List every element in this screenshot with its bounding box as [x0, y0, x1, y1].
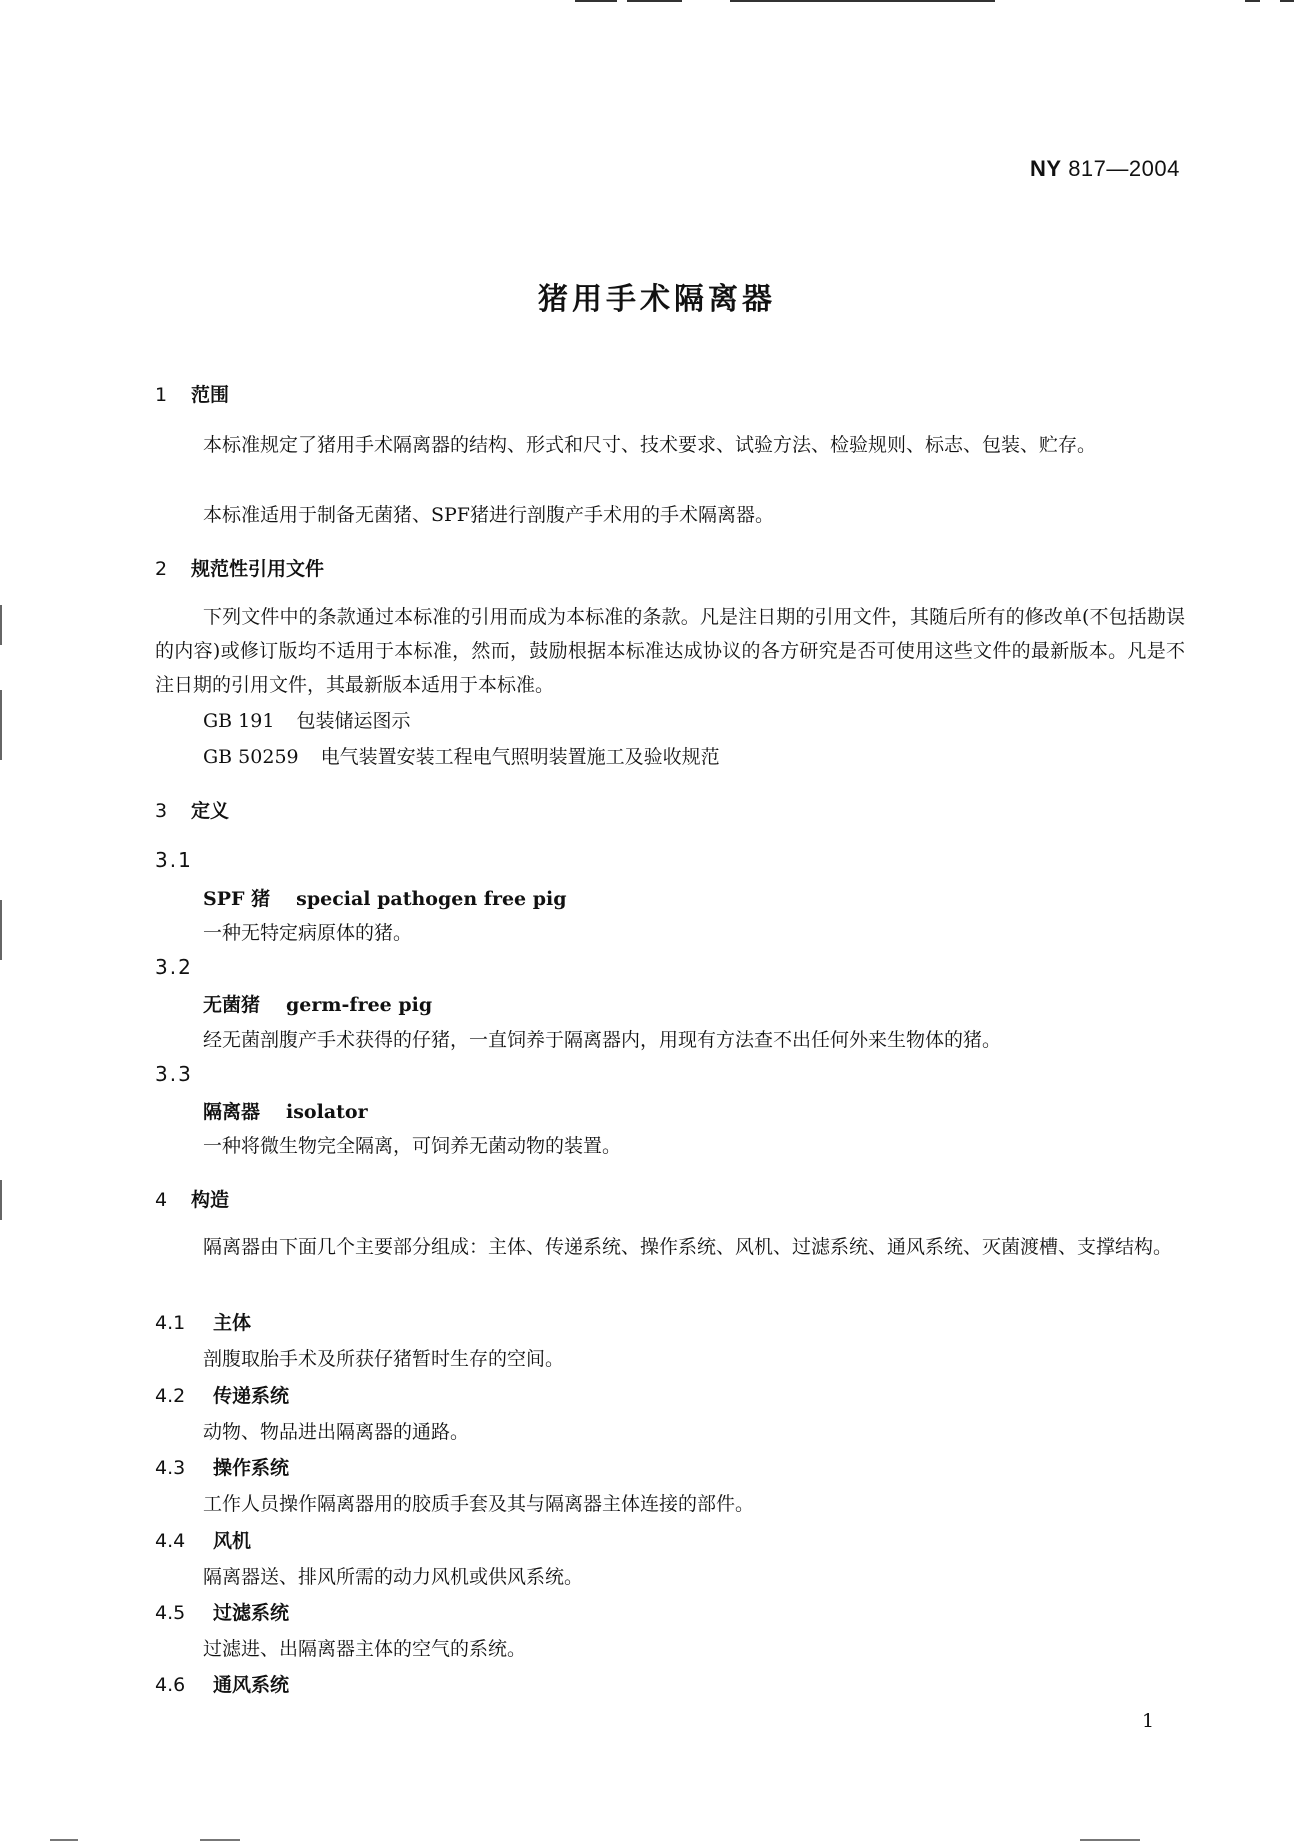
- section-2-paragraph-1: 下列文件中的条款通过本标准的引用而成为本标准的条款。凡是注日期的引用文件，其随后所有的修改单(不包括勘误的内容)或修订版均不适用于本标准，然而，鼓励根据本标准达成协议的各方研究是否可使用这些文件的最新版本。凡是不注日期的引用文件，其最新版本适用于本标准。: [155, 606, 1185, 696]
- section-3-heading: 3 定义: [155, 800, 230, 822]
- scan-mark-top: [730, 0, 995, 2]
- standard-code-number: 817—2004: [1068, 156, 1180, 181]
- definition-term: 隔离器 isolator: [203, 1101, 368, 1123]
- definition-text: 一种无特定病原体的猪。: [203, 922, 413, 944]
- scan-mark-left: [0, 605, 2, 645]
- subsection-heading: 4.1 主体: [155, 1312, 252, 1334]
- scan-mark-top: [1245, 0, 1260, 2]
- subsection-heading: 4.5 过滤系统: [155, 1602, 290, 1624]
- section-2-heading: 2 规范性引用文件: [155, 558, 325, 580]
- subsection-heading: 4.2 传递系统: [155, 1385, 290, 1407]
- section-1-paragraph-2: 本标准适用于制备无菌猪、SPF猪进行剖腹产手术用的手术隔离器。: [203, 504, 774, 526]
- normative-reference: GB 50259 电气装置安装工程电气照明装置施工及验收规范: [203, 746, 720, 768]
- definition-text: 一种将微生物完全隔离，可饲养无菌动物的装置。: [203, 1135, 622, 1157]
- subsection-text: 工作人员操作隔离器用的胶质手套及其与隔离器主体连接的部件。: [203, 1493, 755, 1515]
- definition-number: 3.3: [155, 1062, 193, 1086]
- scan-mark-top: [575, 0, 617, 2]
- standard-code-prefix: NY: [1030, 156, 1062, 181]
- section-1-heading: 1 范围: [155, 384, 230, 406]
- scan-mark-left: [0, 900, 2, 960]
- definition-text: 经无菌剖腹产手术获得的仔猪，一直饲养于隔离器内，用现有方法查不出任何外来生物体的猪。: [203, 1029, 1002, 1051]
- section-4-paragraph-1: 隔离器由下面几个主要部分组成：主体、传递系统、操作系统、风机、过滤系统、通风系统、灭菌渡槽、支撑结构。: [203, 1236, 1173, 1258]
- scan-mark-left: [0, 690, 2, 760]
- page-number: 1: [1142, 1710, 1155, 1732]
- scan-mark-bottom: [50, 1839, 78, 1841]
- subsection-heading: 4.6 通风系统: [155, 1674, 290, 1696]
- definition-number: 3.2: [155, 955, 193, 979]
- subsection-heading: 4.4 风机: [155, 1530, 252, 1552]
- scan-mark-bottom: [1080, 1839, 1140, 1841]
- subsection-heading: 4.3 操作系统: [155, 1457, 290, 1479]
- document-title: 猪用手术隔离器: [538, 282, 776, 317]
- definition-number: 3.1: [155, 848, 193, 872]
- subsection-text: 动物、物品进出隔离器的通路。: [203, 1421, 470, 1443]
- standard-code: [1030, 156, 1180, 182]
- subsection-text: 过滤进、出隔离器主体的空气的系统。: [203, 1638, 527, 1660]
- normative-reference: GB 191 包装储运图示: [203, 710, 411, 732]
- scan-mark-bottom: [200, 1839, 240, 1841]
- section-1-paragraph-1: 本标准规定了猪用手术隔离器的结构、形式和尺寸、技术要求、试验方法、检验规则、标志、包装、贮存。: [203, 434, 1097, 456]
- definition-term: SPF 猪 special pathogen free pig: [203, 888, 567, 910]
- section-4-heading: 4 构造: [155, 1189, 230, 1211]
- subsection-text: 剖腹取胎手术及所获仔猪暂时生存的空间。: [203, 1348, 565, 1370]
- scan-mark-top: [1280, 0, 1294, 2]
- scan-mark-left: [0, 1180, 2, 1220]
- scan-mark-top: [627, 0, 682, 2]
- definition-term: 无菌猪 germ-free pig: [203, 994, 433, 1016]
- subsection-text: 隔离器送、排风所需的动力风机或供风系统。: [203, 1566, 584, 1588]
